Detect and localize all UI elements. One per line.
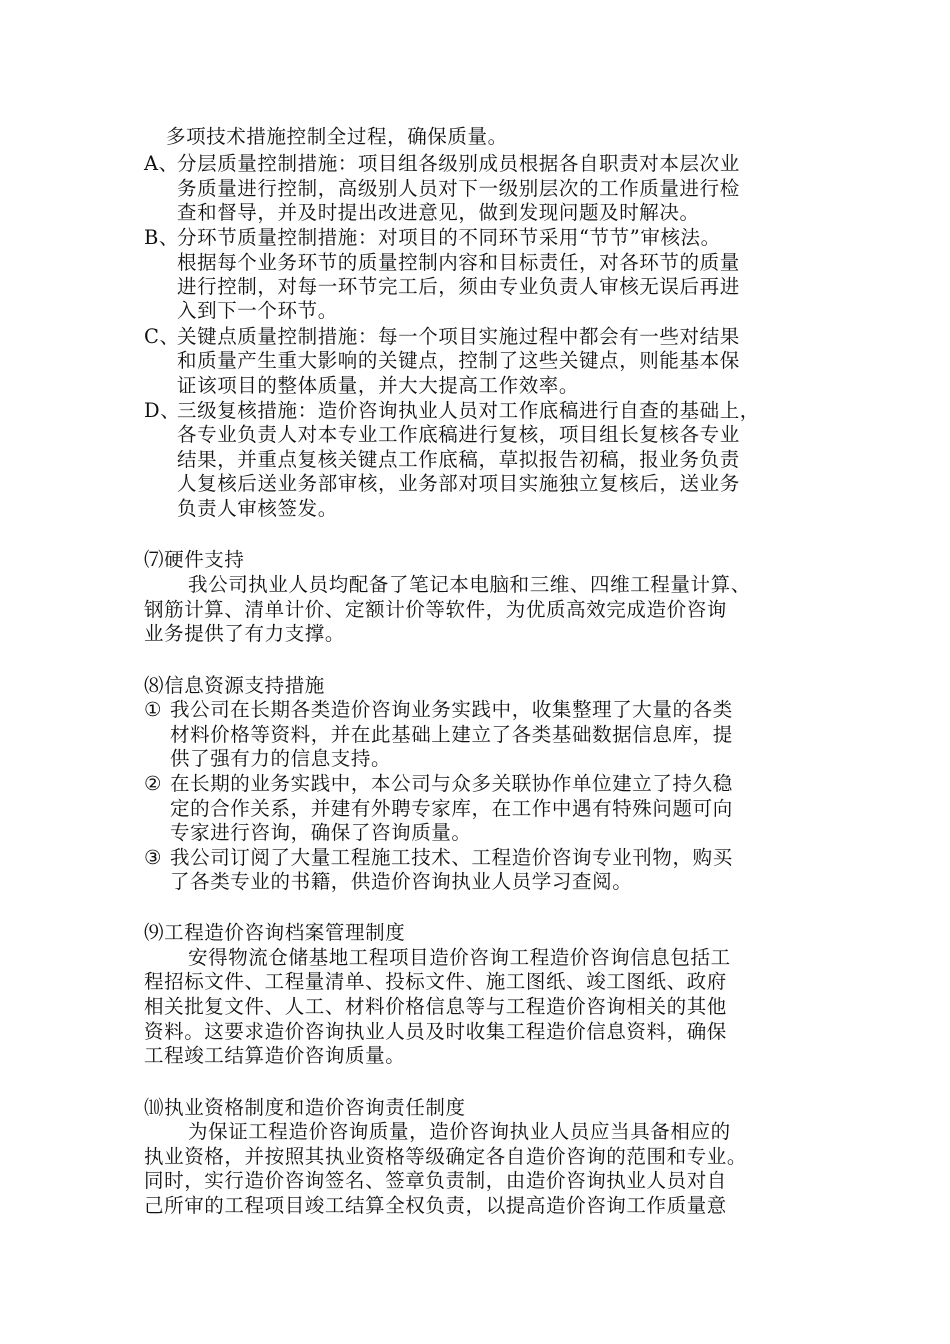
measure-c-line-2: 和质量产生重大影响的关键点，控制了这些关键点，则能基本保 (177, 349, 740, 372)
measure-b-line-1: 分环节质量控制措施：对项目的不同环节采用“节节”审核法。 (177, 226, 721, 249)
section-8-item-2-marker: ② (144, 772, 163, 795)
section-8-item-1-marker: ① (144, 698, 163, 721)
section-8-item-3-line-2: 了各类专业的书籍，供造价咨询执业人员学习查阅。 (170, 870, 633, 893)
section-9-heading: ⑼工程造价咨询档案管理制度 (144, 921, 406, 944)
section-10-heading: ⑽执业资格制度和造价咨询责任制度 (144, 1096, 466, 1119)
section-7-line-3: 业务提供了有力支撑。 (144, 622, 346, 645)
section-9-line-3: 相关批复文件、人工、材料价格信息等与工程造价咨询相关的其他 (144, 995, 727, 1018)
measure-d-line-4: 人复核后送业务部审核，业务部对项目实施独立复核后，送业务 (177, 472, 740, 495)
section-7-heading: ⑺硬件支持 (144, 548, 245, 571)
measure-a-line-2: 务质量进行控制，高级别人员对下一级别层次的工作质量进行检 (177, 177, 740, 200)
measure-d-line-5: 负责人审核签发。 (177, 497, 338, 520)
measure-d-line-3: 结果，并重点复核关键点工作底稿，草拟报告初稿，报业务负责 (177, 448, 740, 471)
measure-a-line-1: 分层质量控制措施：项目组各级别成员根据各自职责对本层次业 (177, 152, 740, 175)
section-8-item-1-line-2: 材料价格等资料，并在此基础上建立了各类基础数据信息库，提 (170, 723, 733, 746)
measure-c-line-1: 关键点质量控制措施：每一个项目实施过程中都会有一些对结果 (177, 325, 740, 348)
section-8-heading: ⑻信息资源支持措施 (144, 674, 325, 697)
section-7-line-2: 钢筋计算、清单计价、定额计价等软件，为优质高效完成造价咨询 (144, 598, 727, 621)
section-9-line-5: 工程竣工结算造价咨询质量。 (144, 1044, 406, 1067)
section-10-line-1: 为保证工程造价咨询质量，造价咨询执业人员应当具备相应的 (188, 1120, 731, 1143)
measure-b-line-3: 进行控制，对每一环节完工后，须由专业负责人审核无误后再进 (177, 275, 740, 298)
section-10-line-2: 执业资格，并按照其执业资格等级确定各自造价咨询的范围和专业。 (144, 1145, 748, 1168)
section-9-line-4: 资料。这要求造价咨询执业人员及时收集工程造价信息资料，确保 (144, 1020, 727, 1043)
section-7-line-1: 我公司执业人员均配备了笔记本电脑和三维、四维工程量计算、 (188, 573, 751, 596)
section-8-item-2-line-2: 定的合作关系，并建有外聘专家库，在工作中遇有特殊问题可向 (170, 797, 733, 820)
measure-d-marker: D、 (144, 399, 181, 422)
measure-c-line-3: 证该项目的整体质量，并大大提高工作效率。 (177, 374, 580, 397)
section-8-item-3-line-1: 我公司订阅了大量工程施工技术、工程造价咨询专业刊物，购买 (170, 846, 733, 869)
section-8-item-2-line-1: 在长期的业务实践中，本公司与众多关联协作单位建立了持久稳 (170, 772, 733, 795)
measure-b-line-2: 根据每个业务环节的质量控制内容和目标责任，对各环节的质量 (177, 251, 740, 274)
section-9-line-1: 安得物流仓储基地工程项目造价咨询工程造价咨询信息包括工 (188, 946, 731, 969)
section-10-line-3: 同时，实行造价咨询签名、签章负责制，由造价咨询执业人员对自 (144, 1169, 727, 1192)
measure-a-line-3: 查和督导，并及时提出改进意见，做到发现问题及时解决。 (177, 201, 700, 224)
section-9-line-2: 程招标文件、工程量清单、投标文件、施工图纸、竣工图纸、政府 (144, 970, 727, 993)
measure-b-line-4: 入到下一个环节。 (177, 299, 338, 322)
section-8-item-2-line-3: 专家进行咨询，确保了咨询质量。 (170, 821, 472, 844)
section-8-item-1-line-1: 我公司在长期各类造价咨询业务实践中，收集整理了大量的各类 (170, 698, 733, 721)
measure-b-marker: B、 (144, 226, 180, 249)
section-10-line-4: 己所审的工程项目竣工结算全权负责，以提高造价咨询工作质量意 (144, 1194, 727, 1217)
section-8-item-3-marker: ③ (144, 846, 163, 869)
measure-c-marker: C、 (144, 325, 180, 348)
intro-line: 多项技术措施控制全过程，确保质量。 (166, 125, 508, 148)
measure-d-line-1: 三级复核措施：造价咨询执业人员对工作底稿进行自查的基础上， (177, 399, 760, 422)
measure-a-marker: A、 (144, 152, 179, 175)
section-8-item-1-line-3: 供了强有力的信息支持。 (170, 747, 392, 770)
measure-d-line-2: 各专业负责人对本专业工作底稿进行复核，项目组长复核各专业 (177, 423, 740, 446)
